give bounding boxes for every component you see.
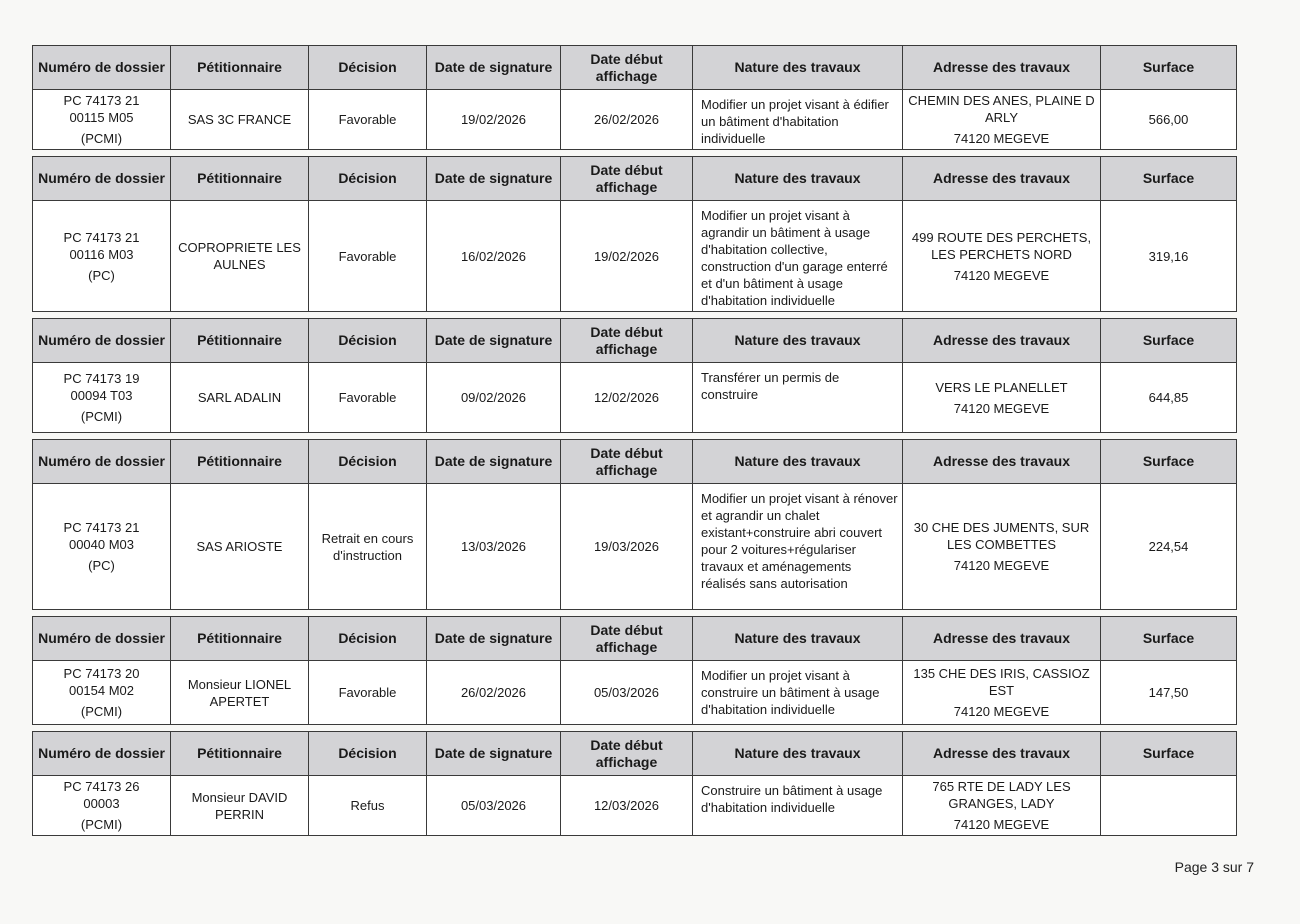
header-row	[33, 157, 1237, 201]
permit-record-table	[32, 439, 1237, 610]
table-row	[33, 484, 1237, 610]
address-city: 74120 MEGEVE	[953, 558, 1050, 573]
header-dossier: Numéro de dossier	[33, 732, 171, 776]
cell-petitionnaire: Monsieur DAVID PERRIN	[171, 776, 309, 836]
header-decision: Décision	[309, 617, 427, 661]
cell-date-affichage: 12/02/2026	[561, 363, 693, 433]
header-row	[33, 617, 1237, 661]
cell-adresse	[903, 90, 1101, 150]
dossier-number-line1: PC 74173 20	[63, 666, 140, 681]
cell-petitionnaire: COPROPRIETE LES AULNES	[171, 201, 309, 312]
header-adresse: Adresse des travaux	[903, 157, 1101, 201]
header-adresse: Adresse des travaux	[903, 46, 1101, 90]
cell-decision: Favorable	[309, 201, 427, 312]
header-date-affichage: Date début affichage	[561, 732, 693, 776]
header-surface: Surface	[1101, 732, 1237, 776]
header-surface: Surface	[1101, 319, 1237, 363]
header-petitionnaire: Pétitionnaire	[171, 319, 309, 363]
dossier-number-line1: PC 74173 26	[63, 779, 140, 794]
header-decision: Décision	[309, 319, 427, 363]
dossier-type: (PC)	[88, 558, 115, 573]
cell-petitionnaire: SARL ADALIN	[171, 363, 309, 433]
cell-decision: Favorable	[309, 363, 427, 433]
cell-surface: 566,00	[1101, 90, 1237, 150]
header-date-signature: Date de signature	[427, 319, 561, 363]
dossier-number-line2: 00040 M03	[68, 537, 135, 552]
address-city: 74120 MEGEVE	[953, 267, 1050, 283]
cell-dossier	[33, 776, 171, 836]
cell-adresse	[903, 776, 1101, 836]
header-decision: Décision	[309, 440, 427, 484]
address-street: CHEMIN DES ANES, PLAINE D ARLY	[908, 93, 1095, 125]
cell-surface: 224,54	[1101, 484, 1237, 610]
permit-record-table	[32, 45, 1237, 150]
cell-date-signature: 05/03/2026	[427, 776, 561, 836]
dossier-number-line2: 00154 M02	[68, 683, 135, 698]
header-date-signature: Date de signature	[427, 732, 561, 776]
dossier-number-line2: 00094 T03	[70, 388, 133, 403]
header-decision: Décision	[309, 157, 427, 201]
header-nature: Nature des travaux	[693, 732, 903, 776]
header-surface: Surface	[1101, 157, 1237, 201]
cell-date-signature: 19/02/2026	[427, 90, 561, 150]
page-number: Page 3 sur 7	[1174, 859, 1254, 875]
cell-date-signature: 13/03/2026	[427, 484, 561, 610]
permit-list	[32, 45, 1236, 842]
header-row	[33, 732, 1237, 776]
cell-date-affichage: 05/03/2026	[561, 661, 693, 725]
table-row	[33, 363, 1237, 433]
header-surface: Surface	[1101, 440, 1237, 484]
header-row	[33, 319, 1237, 363]
address-street: 135 CHE DES IRIS, CASSIOZ EST	[913, 666, 1090, 698]
cell-decision: Refus	[309, 776, 427, 836]
header-dossier: Numéro de dossier	[33, 319, 171, 363]
dossier-type: (PCMI)	[80, 704, 123, 719]
header-nature: Nature des travaux	[693, 46, 903, 90]
header-dossier: Numéro de dossier	[33, 617, 171, 661]
dossier-number-line1: PC 74173 19	[63, 371, 140, 386]
cell-date-signature: 16/02/2026	[427, 201, 561, 312]
cell-nature: Modifier un projet visant à rénover et agrandir un chalet existant+construire abri couvert pour 2 voitures+régulariser travaux et aménagements réalisés sans autorisation	[693, 484, 903, 610]
dossier-number-line2: 00115 M05	[69, 110, 134, 125]
permit-record-table	[32, 318, 1237, 433]
cell-date-affichage: 26/02/2026	[561, 90, 693, 150]
header-surface: Surface	[1101, 617, 1237, 661]
cell-surface: 319,16	[1101, 201, 1237, 312]
cell-date-affichage: 19/02/2026	[561, 201, 693, 312]
table-row	[33, 661, 1237, 725]
header-date-signature: Date de signature	[427, 46, 561, 90]
cell-date-signature: 09/02/2026	[427, 363, 561, 433]
header-date-signature: Date de signature	[427, 157, 561, 201]
cell-date-affichage: 19/03/2026	[561, 484, 693, 610]
cell-decision: Retrait en cours d'instruction	[309, 484, 427, 610]
dossier-type: (PCMI)	[80, 131, 123, 146]
cell-adresse	[903, 363, 1101, 433]
header-petitionnaire: Pétitionnaire	[171, 440, 309, 484]
address-city: 74120 MEGEVE	[953, 400, 1050, 416]
header-adresse: Adresse des travaux	[903, 440, 1101, 484]
cell-adresse	[903, 484, 1101, 610]
header-date-affichage: Date début affichage	[561, 46, 693, 90]
header-nature: Nature des travaux	[693, 157, 903, 201]
cell-decision: Favorable	[309, 90, 427, 150]
header-dossier: Numéro de dossier	[33, 46, 171, 90]
dossier-type: (PC)	[88, 267, 115, 283]
cell-adresse	[903, 201, 1101, 312]
cell-dossier	[33, 661, 171, 725]
cell-nature: Modifier un projet visant à agrandir un bâtiment à usage d'habitation collective, construction d'un garage enterré et d'un bâtiment à usage d'habitation individuelle	[693, 201, 903, 312]
dossier-number-line2: 00003	[83, 796, 120, 811]
header-nature: Nature des travaux	[693, 319, 903, 363]
header-dossier: Numéro de dossier	[33, 157, 171, 201]
header-decision: Décision	[309, 732, 427, 776]
permit-record-table	[32, 616, 1237, 725]
cell-surface	[1101, 776, 1237, 836]
cell-petitionnaire: SAS ARIOSTE	[171, 484, 309, 610]
dossier-number-line1: PC 74173 21	[63, 520, 140, 535]
cell-petitionnaire: Monsieur LIONEL APERTET	[171, 661, 309, 725]
header-petitionnaire: Pétitionnaire	[171, 617, 309, 661]
address-street: 765 RTE DE LADY LES GRANGES, LADY	[932, 779, 1071, 811]
header-adresse: Adresse des travaux	[903, 732, 1101, 776]
header-date-signature: Date de signature	[427, 617, 561, 661]
table-row	[33, 776, 1237, 836]
cell-dossier	[33, 201, 171, 312]
cell-nature: Modifier un projet visant à construire un bâtiment à usage d'habitation individuelle	[693, 661, 903, 725]
header-date-signature: Date de signature	[427, 440, 561, 484]
header-petitionnaire: Pétitionnaire	[171, 732, 309, 776]
permit-record-table	[32, 731, 1237, 836]
cell-date-affichage: 12/03/2026	[561, 776, 693, 836]
header-row	[33, 440, 1237, 484]
header-date-affichage: Date début affichage	[561, 319, 693, 363]
address-city: 74120 MEGEVE	[953, 817, 1050, 832]
cell-nature: Construire un bâtiment à usage d'habitation individuelle	[693, 776, 903, 836]
cell-nature: Transférer un permis de construire	[693, 363, 903, 433]
cell-dossier	[33, 484, 171, 610]
cell-decision: Favorable	[309, 661, 427, 725]
cell-surface: 644,85	[1101, 363, 1237, 433]
dossier-number-line1: PC 74173 21	[63, 229, 140, 245]
dossier-type: (PCMI)	[80, 817, 123, 832]
header-decision: Décision	[309, 46, 427, 90]
cell-nature: Modifier un projet visant à édifier un bâtiment d'habitation individuelle	[693, 90, 903, 150]
address-street: VERS LE PLANELLET	[935, 379, 1068, 395]
header-petitionnaire: Pétitionnaire	[171, 157, 309, 201]
cell-petitionnaire: SAS 3C FRANCE	[171, 90, 309, 150]
header-adresse: Adresse des travaux	[903, 319, 1101, 363]
header-nature: Nature des travaux	[693, 617, 903, 661]
address-city: 74120 MEGEVE	[953, 704, 1050, 719]
header-row	[33, 46, 1237, 90]
cell-dossier	[33, 363, 171, 433]
header-dossier: Numéro de dossier	[33, 440, 171, 484]
address-city: 74120 MEGEVE	[953, 131, 1050, 146]
dossier-number-line2: 00116 M03	[69, 246, 134, 262]
dossier-type: (PCMI)	[80, 409, 123, 424]
cell-dossier	[33, 90, 171, 150]
header-date-affichage: Date début affichage	[561, 440, 693, 484]
permit-record-table	[32, 156, 1237, 312]
header-adresse: Adresse des travaux	[903, 617, 1101, 661]
header-date-affichage: Date début affichage	[561, 157, 693, 201]
header-nature: Nature des travaux	[693, 440, 903, 484]
cell-adresse	[903, 661, 1101, 725]
address-street: 30 CHE DES JUMENTS, SUR LES COMBETTES	[913, 520, 1090, 552]
header-surface: Surface	[1101, 46, 1237, 90]
dossier-number-line1: PC 74173 21	[63, 93, 140, 108]
table-row	[33, 90, 1237, 150]
table-row	[33, 201, 1237, 312]
address-street: 499 ROUTE DES PERCHETS, LES PERCHETS NORD	[911, 229, 1092, 262]
header-date-affichage: Date début affichage	[561, 617, 693, 661]
header-petitionnaire: Pétitionnaire	[171, 46, 309, 90]
cell-date-signature: 26/02/2026	[427, 661, 561, 725]
cell-surface: 147,50	[1101, 661, 1237, 725]
